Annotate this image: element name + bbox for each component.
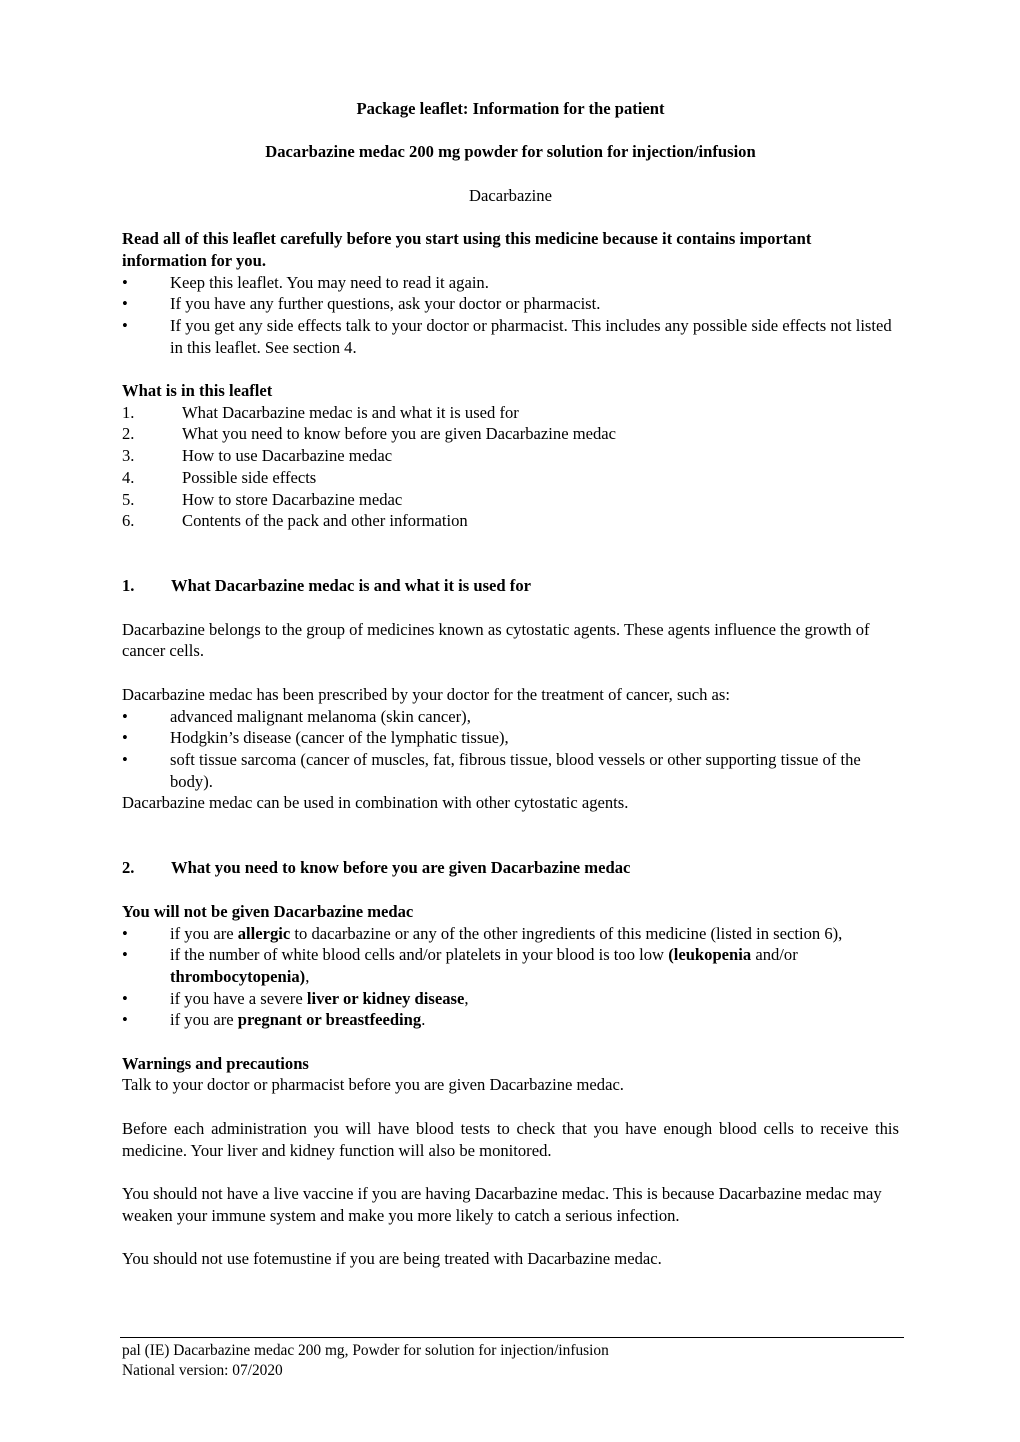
list-item [122, 706, 899, 728]
warnings-heading: Warnings and precautions [122, 1053, 309, 1073]
intro-bullet-list [122, 272, 899, 359]
toc-number: 1. [122, 402, 135, 422]
toc-text: Possible side effects [182, 467, 317, 487]
toc-heading: What is in this leaflet [122, 381, 273, 401]
warnings-paragraph: Before each administration you will have blood tests to check that you have enough blood cells to receive this medicine. Your liver and kidney function will also be monitored. [122, 1118, 899, 1160]
page-footer [120, 1337, 904, 1380]
leaflet-page [122, 98, 899, 1270]
bullet-marker: • [122, 945, 128, 965]
toc-number: 6. [122, 511, 135, 531]
section-1-paragraph: Dacarbazine medac can be used in combination with other cytostatic agents. [122, 793, 629, 813]
text-run-bold: thrombocytopenia) [170, 966, 306, 986]
bullet-text: advanced malignant melanoma (skin cancer), [170, 706, 471, 726]
text-run-bold: allergic [237, 923, 291, 943]
toc-text: Contents of the pack and other information [182, 511, 468, 531]
list-item [122, 923, 899, 945]
bullet-text: If you get any side effects talk to your doctor or pharmacist. This includes any possible side effects not listed in this leaflet. See section 4. [170, 315, 892, 357]
bullet-text [170, 944, 899, 987]
bullet-text [170, 923, 842, 945]
section-title: What you need to know before you are given Dacarbazine medac [171, 858, 631, 878]
section-1-heading [122, 575, 899, 597]
bullet-text: soft tissue sarcoma (cancer of muscles, fat, fibrous tissue, blood vessels or other supporting tissue of the body). [170, 749, 861, 791]
bullet-text: Keep this leaflet. You may need to read it again. [170, 272, 489, 292]
toc-item [122, 445, 899, 467]
toc-number: 5. [122, 489, 135, 509]
toc-number: 2. [122, 424, 135, 444]
toc-item [122, 402, 899, 424]
list-item [122, 1009, 899, 1031]
text-run: , [305, 966, 310, 986]
active-substance: Dacarbazine [469, 185, 552, 205]
warnings-line: Talk to your doctor or pharmacist before you are given Dacarbazine medac. [122, 1075, 624, 1095]
list-item [122, 293, 899, 315]
bullet-marker: • [122, 315, 128, 335]
bullet-text: If you have any further questions, ask your doctor or pharmacist. [170, 294, 601, 314]
contraindication-list [122, 923, 899, 1032]
bullet-marker: • [122, 728, 128, 748]
text-run: to dacarbazine or any of the other ingredients of this medicine (listed in section 6), [290, 923, 843, 943]
section-2-heading [122, 857, 899, 879]
toc-item [122, 510, 899, 532]
bullet-marker: • [122, 272, 128, 292]
section-number: 1. [122, 576, 135, 596]
list-item [122, 272, 899, 294]
toc-number: 3. [122, 446, 135, 466]
section-1-paragraph: Dacarbazine medac has been prescribed by your doctor for the treatment of cancer, such as: [122, 684, 730, 704]
text-run: if the number of white blood cells and/or platelets in your blood is too low [170, 945, 669, 965]
bullet-text [170, 1009, 425, 1031]
text-run-bold: liver or kidney disease [306, 988, 465, 1008]
indication-list [122, 706, 899, 793]
bullet-marker: • [122, 923, 128, 943]
toc-item [122, 423, 899, 445]
footer-document-line: pal (IE) Dacarbazine medac 200 mg, Powder for solution for injection/infusion [122, 1342, 609, 1359]
text-run-bold: (leukopenia [668, 945, 752, 965]
bullet-text: Hodgkin’s disease (cancer of the lymphatic tissue), [170, 728, 509, 748]
text-run-bold: pregnant or breastfeeding [237, 1010, 422, 1030]
text-run: , [464, 988, 469, 1008]
text-run: if you are [170, 923, 238, 943]
toc-number: 4. [122, 467, 135, 487]
list-item [122, 944, 899, 987]
warnings-paragraph: You should not use fotemustine if you are being treated with Dacarbazine medac. [122, 1249, 662, 1269]
contraindications-heading: You will not be given Dacarbazine medac [122, 901, 414, 921]
section-1-paragraph: Dacarbazine belongs to the group of medicines known as cytostatic agents. These agents influence the growth of cancer cells. [122, 619, 870, 661]
toc-text: How to store Dacarbazine medac [182, 489, 403, 509]
bullet-marker: • [122, 706, 128, 726]
toc-text: What you need to know before you are given Dacarbazine medac [182, 424, 617, 444]
list-item [122, 749, 899, 792]
bullet-text [170, 988, 469, 1010]
toc-text: How to use Dacarbazine medac [182, 446, 393, 466]
toc-text: What Dacarbazine medac is and what it is used for [182, 402, 519, 422]
warnings-paragraph: You should not have a live vaccine if you are having Dacarbazine medac. This is because Dacarbazine medac may weaken your immune system and make you more likely to catch a serious infection. [122, 1183, 882, 1225]
section-number: 2. [122, 858, 135, 878]
toc-item [122, 489, 899, 511]
bullet-marker: • [122, 1010, 128, 1030]
text-run: and/or [751, 945, 798, 965]
list-item [122, 315, 899, 358]
list-item [122, 988, 899, 1010]
bullet-marker: • [122, 294, 128, 314]
toc-item [122, 467, 899, 489]
leaflet-title: Package leaflet: Information for the patient [356, 99, 665, 118]
list-item [122, 727, 899, 749]
text-run: if you are [170, 1010, 238, 1030]
toc-list [122, 402, 899, 532]
intro-heading: Read all of this leaflet carefully before you start using this medicine because it contains important information for you. [122, 229, 812, 270]
bullet-marker: • [122, 988, 128, 1008]
text-run: . [421, 1010, 426, 1030]
footer-version-line: National version: 07/2020 [122, 1361, 283, 1379]
text-run: if you have a severe [170, 988, 307, 1008]
bullet-marker: • [122, 749, 128, 769]
product-name: Dacarbazine medac 200 mg powder for solution for injection/infusion [265, 142, 756, 162]
section-title: What Dacarbazine medac is and what it is used for [171, 576, 531, 596]
